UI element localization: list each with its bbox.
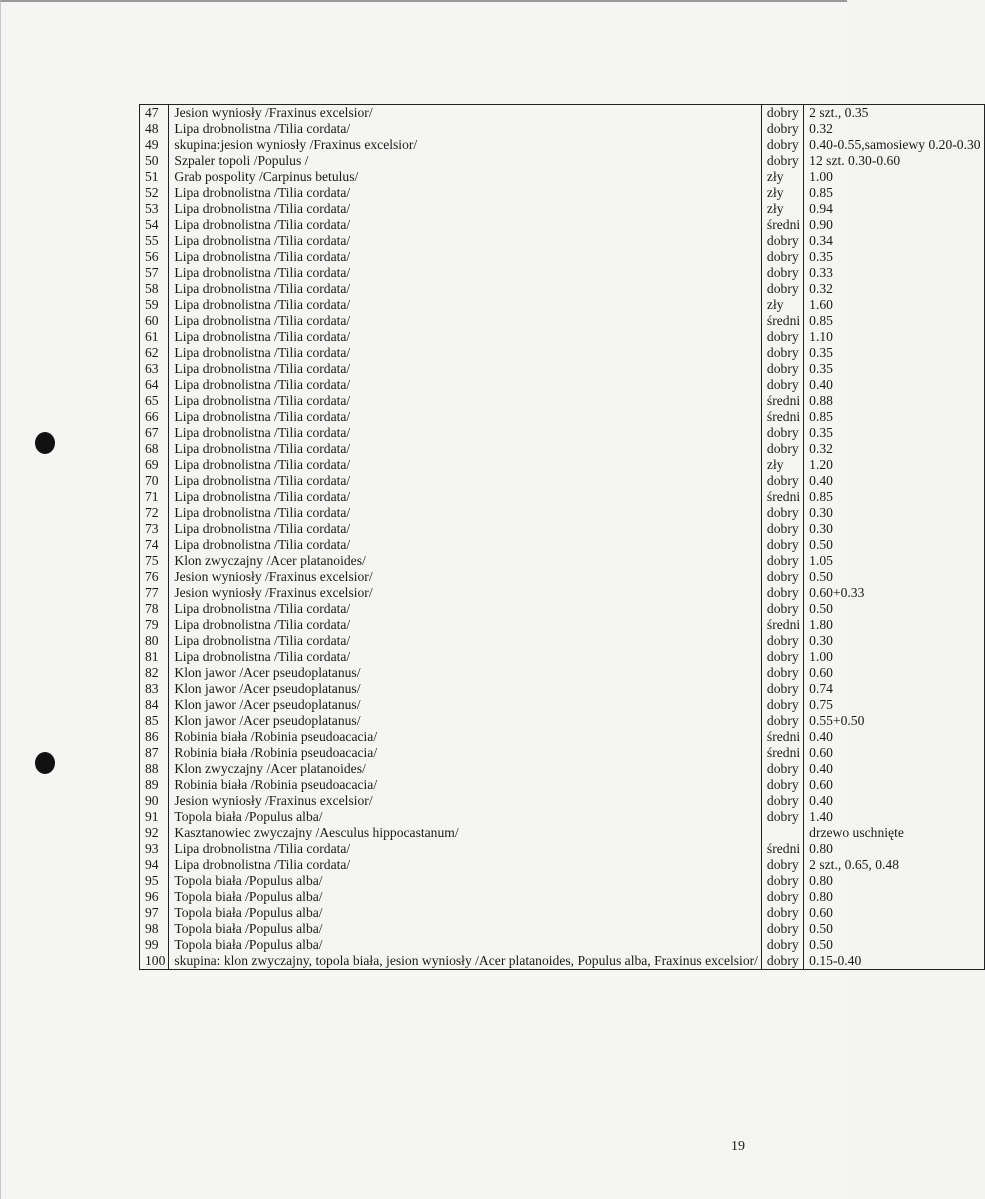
tree-species-cell: Lipa drobnolistna /Tilia cordata/ [169,201,762,217]
table-row [140,713,985,729]
tree-condition-cell: zły [761,169,803,185]
tree-condition-cell: dobry [761,905,803,921]
tree-number-cell: 58 [140,281,169,297]
table-row [140,745,985,761]
tree-species-cell: Topola biała /Populus alba/ [169,905,762,921]
tree-number-cell: 66 [140,409,169,425]
table-row [140,169,985,185]
tree-species-cell: Jesion wyniosły /Fraxinus excelsior/ [169,585,762,601]
tree-dimension-cell: 0.40 [804,377,984,393]
tree-condition-cell: dobry [761,329,803,345]
tree-number-cell: 87 [140,745,169,761]
tree-species-cell: Lipa drobnolistna /Tilia cordata/ [169,537,762,553]
table-row [140,233,985,249]
tree-number-cell: 88 [140,761,169,777]
tree-species-cell: Topola biała /Populus alba/ [169,921,762,937]
tree-condition-cell: dobry [761,105,803,122]
tree-species-cell: Robinia biała /Robinia pseudoacacia/ [169,777,762,793]
table-row [140,889,985,905]
tree-condition-cell: dobry [761,953,803,970]
tree-dimension-cell: 1.00 [804,649,984,665]
tree-species-cell: Lipa drobnolistna /Tilia cordata/ [169,265,762,281]
tree-dimension-cell: 0.50 [804,537,984,553]
tree-species-cell: Jesion wyniosły /Fraxinus excelsior/ [169,793,762,809]
tree-condition-cell: średni [761,729,803,745]
tree-dimension-cell: 0.85 [804,313,984,329]
tree-condition-cell: dobry [761,137,803,153]
tree-condition-cell: dobry [761,345,803,361]
tree-number-cell: 83 [140,681,169,697]
tree-species-cell: Lipa drobnolistna /Tilia cordata/ [169,841,762,857]
tree-number-cell: 61 [140,329,169,345]
tree-condition-cell: dobry [761,521,803,537]
tree-species-cell: Jesion wyniosły /Fraxinus excelsior/ [169,569,762,585]
tree-condition-cell: dobry [761,233,803,249]
tree-dimension-cell: 0.30 [804,505,984,521]
tree-species-cell: Klon zwyczajny /Acer platanoides/ [169,761,762,777]
tree-species-cell: Lipa drobnolistna /Tilia cordata/ [169,185,762,201]
tree-dimension-cell: 0.85 [804,185,984,201]
tree-dimension-cell: 0.35 [804,345,984,361]
tree-dimension-cell: 0.32 [804,441,984,457]
tree-species-cell: Topola biała /Populus alba/ [169,873,762,889]
table-row [140,441,985,457]
tree-condition-cell: dobry [761,793,803,809]
tree-number-cell: 84 [140,697,169,713]
tree-number-cell: 54 [140,217,169,233]
tree-number-cell: 100 [140,953,169,970]
table-row [140,137,985,153]
tree-dimension-cell: 0.60 [804,777,984,793]
tree-dimension-cell: 1.20 [804,457,984,473]
tree-dimension-cell: 0.50 [804,569,984,585]
tree-dimension-cell: 0.75 [804,697,984,713]
tree-species-cell: Lipa drobnolistna /Tilia cordata/ [169,409,762,425]
tree-dimension-cell: 0.60 [804,665,984,681]
table-row [140,697,985,713]
table-row [140,377,985,393]
tree-species-cell: Klon zwyczajny /Acer platanoides/ [169,553,762,569]
table-row [140,505,985,521]
tree-species-cell: Klon jawor /Acer pseudoplatanus/ [169,697,762,713]
table-row [140,425,985,441]
tree-condition-cell: dobry [761,761,803,777]
tree-condition-cell: średni [761,313,803,329]
tree-number-cell: 76 [140,569,169,585]
tree-condition-cell: dobry [761,121,803,137]
tree-dimension-cell: 0.60 [804,745,984,761]
tree-dimension-cell: 0.80 [804,841,984,857]
tree-species-cell: Lipa drobnolistna /Tilia cordata/ [169,441,762,457]
tree-condition-cell: dobry [761,249,803,265]
table-row [140,217,985,233]
table-row [140,409,985,425]
tree-condition-cell: dobry [761,505,803,521]
table-row [140,345,985,361]
tree-number-cell: 62 [140,345,169,361]
page-number: 19 [731,1139,745,1154]
table-row [140,185,985,201]
table-row [140,857,985,873]
tree-dimension-cell: 0.35 [804,249,984,265]
tree-dimension-cell: 1.80 [804,617,984,633]
table-row [140,617,985,633]
tree-species-cell: Lipa drobnolistna /Tilia cordata/ [169,217,762,233]
table-row [140,105,985,122]
tree-number-cell: 78 [140,601,169,617]
tree-condition-cell: dobry [761,665,803,681]
tree-condition-cell: dobry [761,713,803,729]
tree-species-cell: Lipa drobnolistna /Tilia cordata/ [169,521,762,537]
tree-condition-cell: dobry [761,553,803,569]
tree-dimension-cell: 1.60 [804,297,984,313]
tree-inventory-table [139,104,985,970]
tree-number-cell: 93 [140,841,169,857]
tree-dimension-cell: 1.40 [804,809,984,825]
tree-number-cell: 74 [140,537,169,553]
tree-condition-cell: dobry [761,681,803,697]
tree-species-cell: Robinia biała /Robinia pseudoacacia/ [169,729,762,745]
tree-species-cell: Kasztanowiec zwyczajny /Aesculus hippocastanum/ [169,825,762,841]
tree-number-cell: 48 [140,121,169,137]
table-row [140,649,985,665]
tree-species-cell: Lipa drobnolistna /Tilia cordata/ [169,377,762,393]
tree-species-cell: Lipa drobnolistna /Tilia cordata/ [169,313,762,329]
tree-dimension-cell: 0.40-0.55,samosiewy 0.20-0.30 [804,137,984,153]
tree-condition-cell: dobry [761,585,803,601]
table-row [140,489,985,505]
tree-dimension-cell: 0.30 [804,633,984,649]
table-row [140,681,985,697]
table-row [140,393,985,409]
tree-number-cell: 75 [140,553,169,569]
punch-hole-bottom [35,752,55,774]
tree-species-cell: Lipa drobnolistna /Tilia cordata/ [169,505,762,521]
tree-dimension-cell: 0.34 [804,233,984,249]
tree-number-cell: 72 [140,505,169,521]
tree-number-cell: 49 [140,137,169,153]
table-row [140,473,985,489]
tree-condition-cell: dobry [761,649,803,665]
tree-number-cell: 57 [140,265,169,281]
tree-dimension-cell: 0.85 [804,409,984,425]
tree-species-cell: Jesion wyniosły /Fraxinus excelsior/ [169,105,762,122]
tree-number-cell: 68 [140,441,169,457]
table-row [140,201,985,217]
tree-dimension-cell: 2 szt., 0.65, 0.48 [804,857,984,873]
table-row [140,937,985,953]
tree-condition-cell: dobry [761,569,803,585]
tree-condition-cell: zły [761,297,803,313]
tree-number-cell: 51 [140,169,169,185]
tree-species-cell: Grab pospolity /Carpinus betulus/ [169,169,762,185]
table-row [140,313,985,329]
tree-number-cell: 90 [140,793,169,809]
tree-condition-cell: dobry [761,425,803,441]
tree-condition-cell: dobry [761,537,803,553]
table-row [140,793,985,809]
tree-species-cell: Lipa drobnolistna /Tilia cordata/ [169,281,762,297]
tree-dimension-cell: 2 szt., 0.35 [804,105,984,122]
tree-dimension-cell: 0.60 [804,905,984,921]
tree-dimension-cell: 0.80 [804,873,984,889]
tree-species-cell: Lipa drobnolistna /Tilia cordata/ [169,617,762,633]
tree-condition-cell: dobry [761,889,803,905]
tree-condition-cell: dobry [761,153,803,169]
tree-species-cell: Lipa drobnolistna /Tilia cordata/ [169,473,762,489]
tree-species-cell: Lipa drobnolistna /Tilia cordata/ [169,649,762,665]
table-row [140,361,985,377]
tree-number-cell: 95 [140,873,169,889]
tree-number-cell: 69 [140,457,169,473]
tree-number-cell: 99 [140,937,169,953]
tree-dimension-cell: 0.35 [804,361,984,377]
tree-condition-cell: dobry [761,281,803,297]
table-row [140,825,985,841]
tree-number-cell: 98 [140,921,169,937]
tree-dimension-cell: 0.55+0.50 [804,713,984,729]
tree-species-cell: Lipa drobnolistna /Tilia cordata/ [169,361,762,377]
table-row [140,729,985,745]
tree-condition-cell: dobry [761,937,803,953]
tree-dimension-cell: 0.80 [804,889,984,905]
table-row [140,873,985,889]
tree-condition-cell: dobry [761,873,803,889]
tree-species-cell: Klon jawor /Acer pseudoplatanus/ [169,713,762,729]
tree-condition-cell: zły [761,457,803,473]
tree-number-cell: 59 [140,297,169,313]
table-row [140,585,985,601]
tree-species-cell: Lipa drobnolistna /Tilia cordata/ [169,857,762,873]
tree-species-cell: Lipa drobnolistna /Tilia cordata/ [169,345,762,361]
tree-species-cell: Szpaler topoli /Populus / [169,153,762,169]
table-row [140,569,985,585]
tree-dimension-cell: 0.40 [804,729,984,745]
tree-condition-cell: dobry [761,809,803,825]
tree-dimension-cell: drzewo uschnięte [804,825,984,841]
table-row [140,809,985,825]
tree-species-cell: skupina: klon zwyczajny, topola biała, jesion wyniosły /Acer platanoides, Populus alba, Fraxinus excelsior/ [169,953,762,970]
tree-condition-cell: dobry [761,601,803,617]
tree-dimension-cell: 0.60+0.33 [804,585,984,601]
tree-number-cell: 96 [140,889,169,905]
tree-condition-cell: dobry [761,361,803,377]
tree-dimension-cell: 0.88 [804,393,984,409]
tree-condition-cell: średni [761,393,803,409]
punch-hole-top [35,432,55,454]
tree-species-cell: Lipa drobnolistna /Tilia cordata/ [169,425,762,441]
tree-species-cell: Robinia biała /Robinia pseudoacacia/ [169,745,762,761]
table-row [140,265,985,281]
tree-dimension-cell: 0.85 [804,489,984,505]
tree-number-cell: 70 [140,473,169,489]
tree-dimension-cell: 0.40 [804,473,984,489]
tree-condition-cell: średni [761,217,803,233]
table-row [140,537,985,553]
tree-number-cell: 65 [140,393,169,409]
tree-number-cell: 67 [140,425,169,441]
tree-number-cell: 85 [140,713,169,729]
tree-number-cell: 64 [140,377,169,393]
table-row [140,521,985,537]
tree-species-cell: Lipa drobnolistna /Tilia cordata/ [169,393,762,409]
tree-condition-cell: dobry [761,265,803,281]
tree-dimension-cell: 0.50 [804,937,984,953]
table-row [140,281,985,297]
tree-number-cell: 97 [140,905,169,921]
tree-number-cell: 73 [140,521,169,537]
tree-species-cell: Klon jawor /Acer pseudoplatanus/ [169,681,762,697]
tree-species-cell: Lipa drobnolistna /Tilia cordata/ [169,489,762,505]
table-row [140,953,985,970]
tree-number-cell: 86 [140,729,169,745]
tree-dimension-cell: 0.94 [804,201,984,217]
table-row [140,457,985,473]
tree-dimension-cell: 0.90 [804,217,984,233]
tree-condition-cell: dobry [761,377,803,393]
tree-condition-cell: dobry [761,473,803,489]
table-row [140,297,985,313]
tree-species-cell: Lipa drobnolistna /Tilia cordata/ [169,233,762,249]
tree-dimension-cell: 0.32 [804,121,984,137]
tree-inventory-rows [140,105,985,970]
tree-condition-cell: dobry [761,921,803,937]
tree-species-cell: Topola biała /Populus alba/ [169,809,762,825]
tree-dimension-cell: 0.74 [804,681,984,697]
tree-number-cell: 91 [140,809,169,825]
table-row [140,633,985,649]
tree-condition-cell [761,825,803,841]
tree-number-cell: 60 [140,313,169,329]
tree-number-cell: 63 [140,361,169,377]
tree-condition-cell: średni [761,489,803,505]
table-row [140,777,985,793]
table-row [140,329,985,345]
tree-condition-cell: zły [761,201,803,217]
tree-species-cell: Lipa drobnolistna /Tilia cordata/ [169,457,762,473]
tree-species-cell: Lipa drobnolistna /Tilia cordata/ [169,601,762,617]
tree-dimension-cell: 12 szt. 0.30-0.60 [804,153,984,169]
tree-number-cell: 80 [140,633,169,649]
table-row [140,921,985,937]
tree-number-cell: 77 [140,585,169,601]
tree-condition-cell: dobry [761,633,803,649]
tree-species-cell: Lipa drobnolistna /Tilia cordata/ [169,297,762,313]
tree-species-cell: Lipa drobnolistna /Tilia cordata/ [169,249,762,265]
tree-number-cell: 71 [140,489,169,505]
tree-number-cell: 94 [140,857,169,873]
tree-dimension-cell: 0.33 [804,265,984,281]
tree-species-cell: skupina:jesion wyniosły /Fraxinus excelsior/ [169,137,762,153]
tree-condition-cell: dobry [761,777,803,793]
tree-number-cell: 47 [140,105,169,122]
tree-dimension-cell: 1.10 [804,329,984,345]
tree-dimension-cell: 0.40 [804,761,984,777]
table-row [140,121,985,137]
tree-species-cell: Klon jawor /Acer pseudoplatanus/ [169,665,762,681]
tree-number-cell: 92 [140,825,169,841]
tree-species-cell: Lipa drobnolistna /Tilia cordata/ [169,121,762,137]
tree-condition-cell: średni [761,745,803,761]
tree-number-cell: 56 [140,249,169,265]
tree-number-cell: 79 [140,617,169,633]
table-row [140,153,985,169]
tree-number-cell: 53 [140,201,169,217]
table-row [140,601,985,617]
table-row [140,249,985,265]
tree-dimension-cell: 0.50 [804,921,984,937]
tree-dimension-cell: 0.15-0.40 [804,953,984,970]
tree-number-cell: 50 [140,153,169,169]
tree-condition-cell: dobry [761,857,803,873]
tree-dimension-cell: 0.32 [804,281,984,297]
tree-species-cell: Lipa drobnolistna /Tilia cordata/ [169,329,762,345]
tree-dimension-cell: 1.05 [804,553,984,569]
tree-condition-cell: średni [761,409,803,425]
tree-number-cell: 82 [140,665,169,681]
tree-dimension-cell: 1.00 [804,169,984,185]
tree-dimension-cell: 0.30 [804,521,984,537]
tree-condition-cell: zły [761,185,803,201]
tree-dimension-cell: 0.50 [804,601,984,617]
table-row [140,841,985,857]
table-row [140,761,985,777]
tree-condition-cell: dobry [761,441,803,457]
table-row [140,905,985,921]
tree-dimension-cell: 0.40 [804,793,984,809]
tree-condition-cell: średni [761,617,803,633]
table-row [140,665,985,681]
tree-condition-cell: dobry [761,697,803,713]
tree-number-cell: 89 [140,777,169,793]
tree-species-cell: Lipa drobnolistna /Tilia cordata/ [169,633,762,649]
tree-number-cell: 55 [140,233,169,249]
tree-number-cell: 52 [140,185,169,201]
tree-species-cell: Topola biała /Populus alba/ [169,889,762,905]
tree-species-cell: Topola biała /Populus alba/ [169,937,762,953]
tree-number-cell: 81 [140,649,169,665]
tree-condition-cell: średni [761,841,803,857]
tree-dimension-cell: 0.35 [804,425,984,441]
table-row [140,553,985,569]
